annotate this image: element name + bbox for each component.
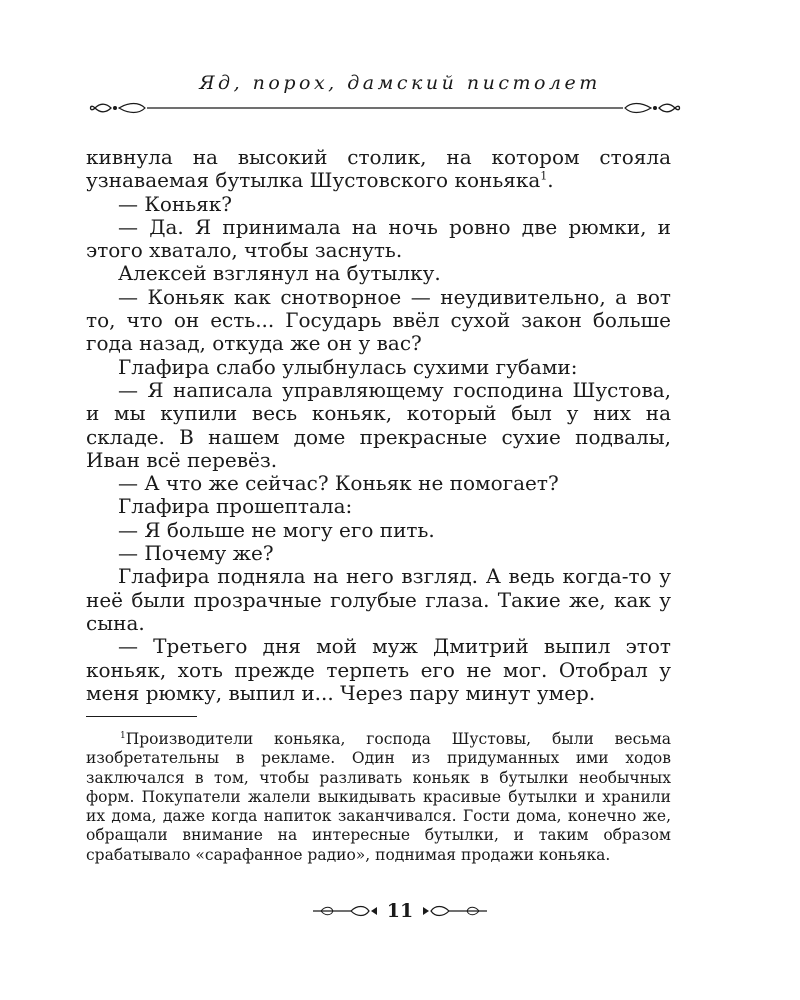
footnote-reference: 1	[540, 169, 548, 183]
footnote-separator	[86, 716, 197, 717]
page-number: 11	[386, 900, 414, 922]
paragraph: Глафира слабо улыбнулась сухими губами:	[118, 354, 578, 379]
footnote-text: Производители коньяка, господа Шустовы, были весьма изобретательны в рекламе. Один из придуманных ими ходов заключался в том, чтобы разливать коньяк в бутылки необычных форм. Покупатели жалели выкидывать красивые бутылки и хранили их дома, даже когда напиток заканчивался. Гости дома, конечно же, обращали внимание на интересные бутылки, и таким образом срабатывало «сарафанное радио», поднимая продажи коньяка.	[86, 730, 671, 864]
paragraph: — Почему же?	[118, 541, 274, 566]
running-title: Яд, порох, дамский пистолет	[199, 72, 601, 94]
paragraph: — Да. Я принимала на ночь ровно две рюмки, и этого хватало, чтобы заснуть.	[86, 214, 671, 263]
paragraph: кивнула на высокий столик, на котором стояла узнаваемая бутылка Шустовского коньяка$^1$.	[86, 145, 671, 193]
paragraph: — А что же сейчас? Коньяк не помогает?	[118, 471, 559, 496]
ornament-left-icon	[311, 904, 379, 918]
main-text	[86, 146, 671, 705]
ornament-right-icon	[421, 904, 489, 918]
footnote	[86, 730, 671, 865]
page-footer	[0, 898, 800, 924]
paragraph: — Я больше не могу его пить.	[118, 517, 435, 542]
paragraph: — Третьего дня мой муж Дмитрий выпил этот коньяк, хоть прежде терпеть его не мог. Отобрал у меня рюмку, выпил и... Через пару минут умер.	[86, 634, 671, 705]
paragraph: — Коньяк как снотворное — неудивительно, а вот то, что он есть... Государь ввёл сухой закон больше года назад, откуда же он у вас?	[86, 284, 671, 356]
paragraph: Алексей взглянул на бутылку.	[118, 261, 441, 286]
ornament-divider-icon	[85, 98, 685, 118]
paragraph: — Коньяк?	[118, 191, 232, 216]
footnote-marker: 1	[120, 730, 126, 741]
paragraph: — Я написала управляющему господина Шустова, и мы купили весь коньяк, который был у них на складе. В нашем доме прекрасные сухие подвалы, Иван всё перевёз.	[86, 377, 671, 472]
paragraph: Глафира прошептала:	[118, 494, 353, 519]
paragraph: Глафира подняла на него взгляд. А ведь когда-то у неё были прозрачные голубые глаза. Такие же, как у сына.	[86, 564, 671, 635]
